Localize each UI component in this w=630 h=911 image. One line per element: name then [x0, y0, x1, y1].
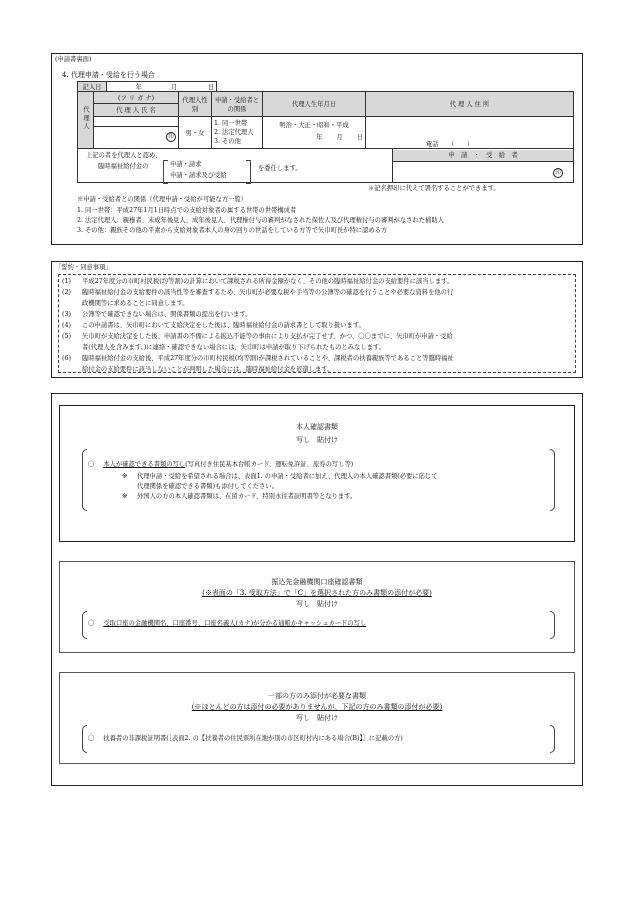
pledge-item-number: (4) [62, 322, 71, 329]
bank-docs-note: (※表面の「3. 受取方法」で「C」を選択された方のみ書類の添付が必要) [202, 589, 432, 597]
pledge-item-text: 公簿等で確認できない場合は、関係書類の提出を行います。 [82, 311, 252, 318]
birth-era-options[interactable]: 明治・大正・昭和・平成 [279, 122, 349, 130]
pledge-item [62, 353, 574, 364]
delegate-bracket-right [246, 160, 251, 184]
partial-item-prefix: 扶養者の非課税証明書( [103, 735, 169, 742]
pledge-item-text: 臨時福祉給付金の支給後、平成27年度分の市町村民税(均等割)が課税されていることや、課税者の扶養親族等であること等臨時福祉 [82, 355, 454, 362]
pledge-item-text: 矢巾町が支給決定をした後、申請書の不備による振込不能等の事由により支払が完了せず、かつ、〇〇までに、矢巾町が申請・受給 [82, 333, 453, 340]
identity-main-rest: (写真付き住民基本台帳カード、運転免許証、旅券の写し等) [185, 461, 354, 468]
relation-field[interactable] [212, 116, 263, 148]
signature-note: ＊記名押印に代えて署名することができます。 [368, 185, 500, 192]
delegate-option-apply[interactable]: 申請・請求 [170, 161, 202, 168]
bullet-icon: 〇 [88, 620, 95, 627]
pledge-title: 「誓約・同意事項」 [55, 264, 112, 271]
relation-option-2[interactable]: 2. 法定代理人 [214, 128, 254, 136]
partial-docs-title: 一部の方のみ添付が必要な書類 [268, 692, 366, 700]
bank-item [88, 620, 366, 628]
relation-note-3: 3. その他：親族その他の平素から支給対象者本人の身の回りの世話をしている方等で矢巾町長が特に認める方 [77, 227, 388, 234]
entry-date-label: 記入日 [78, 82, 107, 92]
pledge-item [62, 309, 574, 320]
relation-notes-title: ※申請・受給者との関係（代理申請・受給が可能な方一覧） [77, 196, 248, 203]
identity-note2-mark: ※ [122, 493, 128, 500]
pledge-item [62, 364, 574, 375]
pledge-item-number: (1) [62, 278, 71, 285]
identity-main-underlined: 本人が確認できる書類の写し [103, 461, 186, 468]
bullet-icon: 〇 [88, 735, 95, 742]
identity-bracket-right [550, 449, 555, 511]
entry-year-field[interactable]: 年 [107, 82, 144, 92]
identity-paste-label: 写し 貼付け [296, 436, 338, 444]
agent-section-title: 4. 代理申請・受給を行う場合 [62, 71, 155, 79]
applicant-seal-icon: 印 [553, 168, 563, 178]
partial-item-suffix: に記載の方) [368, 735, 403, 742]
pledge-item-number: (2) [62, 289, 71, 296]
pledge-item [62, 331, 574, 342]
pledge-item-text: 臨時福祉給付金の支給要件の該当性等を審査するため、矢巾町が必要な税や手当等の公簿等の確認を行うことや必要な資料を他の行 [82, 289, 454, 296]
agent-seal-icon: 印 [166, 132, 176, 142]
benefit-label: 臨時福祉給付金の [98, 163, 149, 170]
furigana-field[interactable] [94, 116, 179, 126]
partial-docs-note: (※ほとんどの方は添付の必要がありませんが、下記の方のみ書類の添付が必要) [191, 703, 443, 711]
phone-label: 電話 （ ） [426, 141, 474, 148]
pledge-item-text: 政機関等に求めることに同意します。 [82, 300, 189, 307]
address-field[interactable] [366, 116, 574, 148]
bank-docs-title: 振込先金融機関口座確認書類 [271, 578, 363, 586]
identity-note2: 外国人の方の本人確認書類は、在留カード、特別永住者証明書等となります。 [137, 493, 357, 500]
bank-paste-label: 写し 貼付け [296, 600, 338, 608]
pledge-item-text: 者(代理人を含みます。)に連絡・確認できない場合には、矢巾町は申請が取り下げられたものとみなします。 [82, 344, 386, 351]
agent-info-table [77, 91, 574, 149]
pledge-item-number: (6) [62, 355, 71, 362]
pledge-item-number: (3) [62, 311, 71, 318]
partial-item [88, 735, 403, 743]
identity-main-item [88, 461, 353, 469]
delegate-option-apply-receive[interactable]: 申請・請求及び受給 [170, 172, 227, 179]
delegate-bracket-left [163, 160, 168, 184]
relation-note-2: 2. 法定代理人：親権者、未成年後見人、成年後見人、代理権付与の審判がなされた保佐人及び代理権付与の審判がなされた補助人 [77, 217, 444, 224]
partial-item-bracket: ［表面2. の【扶養者の住民票所在地が別の市区町村内にある場合(B)】］ [168, 735, 369, 742]
address-header: 代 理 人 住 所 [366, 92, 574, 117]
identity-docs-title: 本人確認書類 [296, 423, 338, 431]
identity-note1-line1: 代理申請・受給を希望される場合は、表面1. の申請・受給者に加え、代理人の本人確認書類(必要に応じて [137, 473, 438, 480]
pledge-item [62, 342, 574, 353]
bank-bracket-left [82, 611, 87, 639]
entry-month-field[interactable]: 月 [144, 82, 180, 92]
bank-bracket-right [550, 611, 555, 639]
partial-paste-label: 写し 貼付け [296, 714, 338, 722]
identity-note1-mark: ※ [122, 473, 128, 480]
identity-note1-line2: 代理関係を確認できる書類)も添付してください。 [137, 483, 278, 490]
furigana-header: (フ リ ガ ナ) [94, 92, 179, 104]
partial-bracket-right [550, 725, 555, 753]
birthdate-field[interactable] [263, 116, 366, 148]
agent-name-header: 代 理 人 氏 名 [94, 104, 179, 116]
delegate-end-text: を委任します。 [258, 165, 302, 172]
bank-item-text: 受取口座の金融機関名、口座番号、口座名義人(カナ)が分かる通帳かキャッシュカードの写し [103, 620, 367, 627]
pledge-list [62, 276, 574, 375]
pledge-item [62, 276, 574, 287]
pledge-item [62, 298, 574, 309]
gender-field[interactable]: 男・女 [179, 116, 212, 148]
pledge-item-text: 平成27年度分の市町村民税(均等割)の計算において課税される所得金額がなく、その他の臨時福祉給付金の支給要件に該当します。 [82, 278, 454, 285]
agent-vertical-label [78, 92, 94, 149]
gender-header: 代理人性別 [179, 92, 212, 117]
birth-ymd: 年 月 日 [316, 134, 363, 142]
pledge-item [62, 287, 574, 298]
birthdate-header: 代理人生年月日 [263, 92, 366, 117]
pledge-item [62, 320, 574, 331]
relation-option-1[interactable]: 1. 同一世帯 [214, 119, 248, 127]
pledge-item-text: この申請書は、矢巾町において支給決定をした後は、臨時福祉給付金の請求書として取り扱います。 [82, 322, 365, 329]
delegate-text: 上記の者を代理人と認め、 [86, 152, 162, 159]
relation-option-3[interactable]: 3. その他 [214, 137, 241, 145]
back-side-label: (申請書裏面) [55, 56, 92, 63]
pledge-item-text: 給付金の支給要件に該当しないことが判明した場合には、臨時福祉給付金を返還します。 [82, 366, 334, 373]
applicant-header: 申 請 ・ 受 給 者 [393, 150, 573, 162]
identity-bracket-left [82, 449, 87, 511]
bullet-icon: 〇 [88, 461, 95, 468]
relation-note-1: 1. 同一世帯：平成27年1月1日時点での支給対象者の属する世帯の世帯構成者 [77, 207, 297, 214]
agent-label: 代理人 [82, 106, 89, 131]
pledge-item-number: (5) [62, 333, 71, 340]
relation-header: 申請・受給者との関係 [212, 92, 263, 117]
entry-day-field[interactable]: 日 [179, 82, 216, 92]
agent-name-field[interactable] [94, 126, 179, 148]
partial-bracket-left [82, 725, 87, 753]
